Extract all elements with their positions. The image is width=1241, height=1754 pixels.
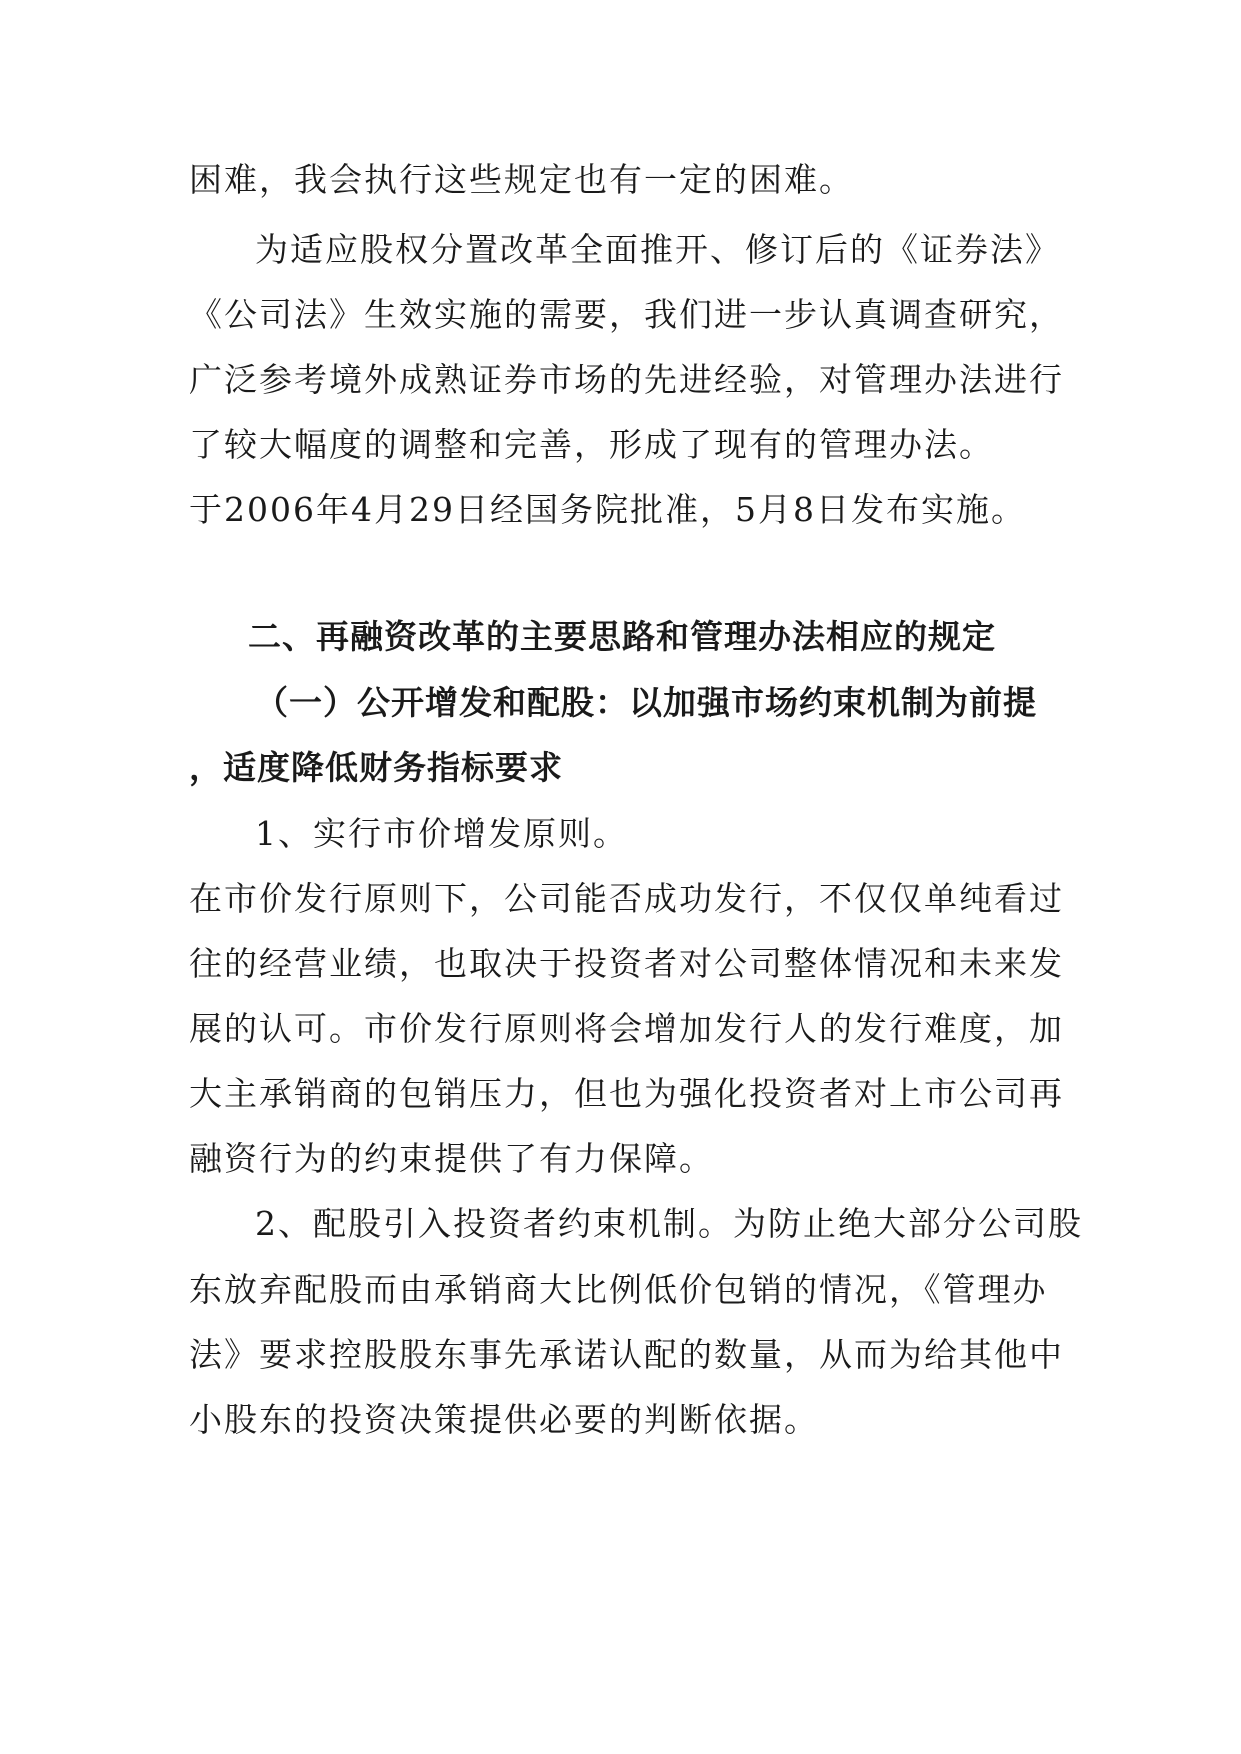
- numbered-item: 2、配股引入投资者约束机制。为防止绝大部分公司股: [255, 1204, 1083, 1243]
- subsection-heading-continued: ，适度降低财务指标要求: [189, 748, 563, 787]
- paragraph-line: 小股东的投资决策提供必要的判断依据。: [189, 1400, 819, 1439]
- paragraph-line: 了较大幅度的调整和完善，形成了现有的管理办法。: [189, 425, 994, 464]
- paragraph-line: 《公司法》生效实施的需要，我们进一步认真调查研究，: [189, 295, 1064, 334]
- paragraph-line: 广泛参考境外成熟证券市场的先进经验，对管理办法进行: [189, 360, 1064, 399]
- section-heading: 二、再融资改革的主要思路和管理办法相应的规定: [248, 617, 996, 656]
- paragraph-line: 于2006年4月29日经国务院批准，5月8日发布实施。: [189, 490, 1026, 529]
- paragraph-line: 展的认可。市价发行原则将会增加发行人的发行难度，加: [189, 1009, 1064, 1048]
- subsection-heading: （一）公开增发和配股：以加强市场约束机制为前提: [255, 683, 1037, 722]
- paragraph-line: 融资行为的约束提供了有力保障。: [189, 1139, 714, 1178]
- numbered-item: 1、实行市价增发原则。: [255, 814, 628, 853]
- paragraph-line: 困难，我会执行这些规定也有一定的困难。: [189, 160, 854, 199]
- paragraph-line: 往的经营业绩，也取决于投资者对公司整体情况和未来发: [189, 944, 1064, 983]
- paragraph-line: 法》要求控股股东事先承诺认配的数量，从而为给其他中: [189, 1335, 1064, 1374]
- paragraph-line: 为适应股权分置改革全面推开、修订后的《证券法》: [255, 230, 1060, 269]
- paragraph-line: 在市价发行原则下，公司能否成功发行，不仅仅单纯看过: [189, 879, 1064, 918]
- paragraph-line: 东放弃配股而由承销商大比例低价包销的情况，《管理办: [189, 1270, 1048, 1309]
- paragraph-line: 大主承销商的包销压力，但也为强化投资者对上市公司再: [189, 1074, 1064, 1113]
